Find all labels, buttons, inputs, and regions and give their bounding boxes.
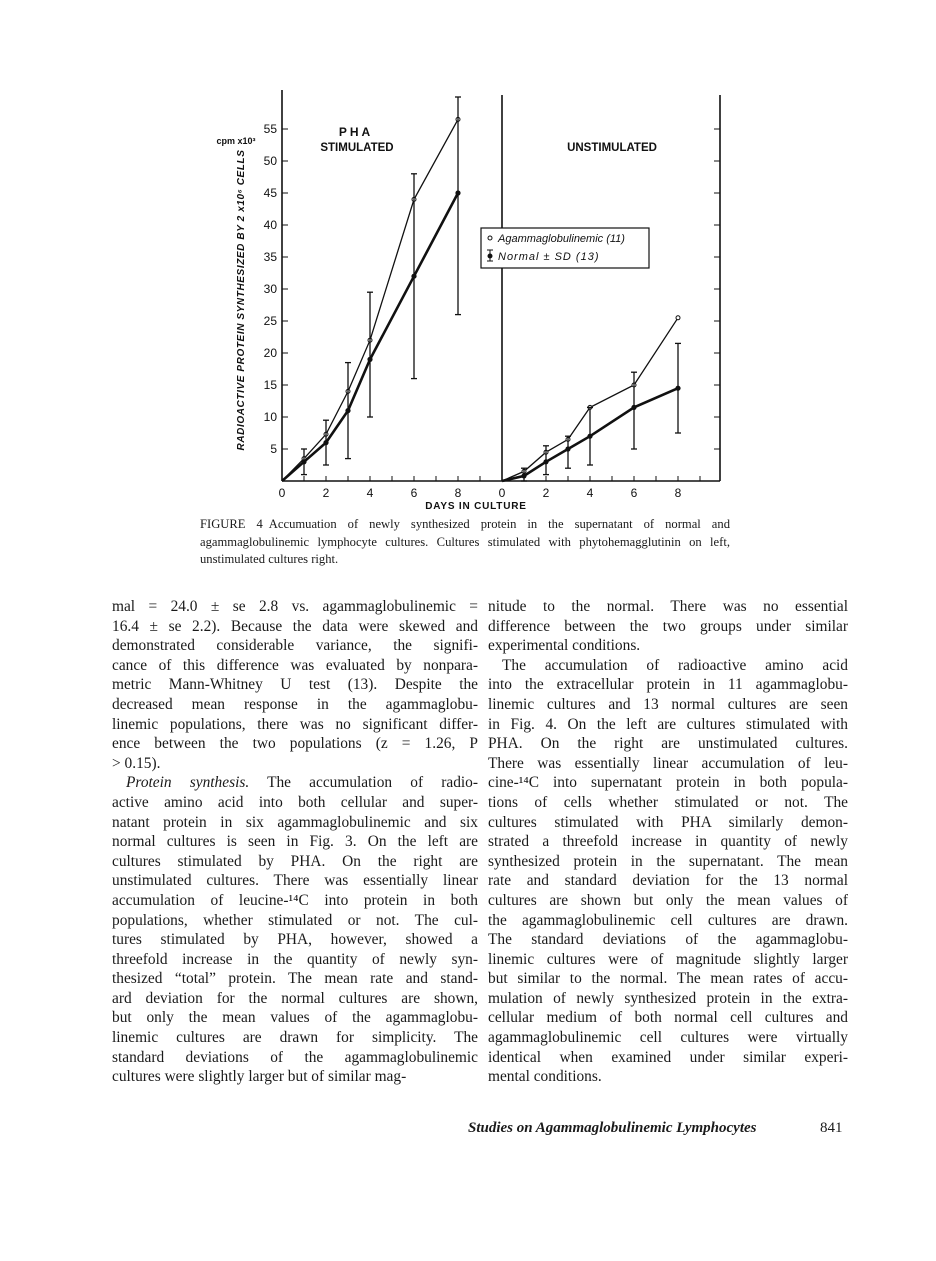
y-tick-label: 15 bbox=[263, 378, 277, 392]
normal-data-point bbox=[367, 357, 372, 362]
text-line: into the extracellular protein in 11 agammaglobu- bbox=[488, 676, 848, 694]
normal-data-point bbox=[345, 408, 350, 413]
figure-caption bbox=[200, 516, 730, 569]
normal-data-point bbox=[301, 459, 306, 464]
y-tick-label: 45 bbox=[263, 186, 277, 200]
panel-right-title: UNSTIMULATED bbox=[567, 142, 657, 154]
caption-label: FIGURE 4 bbox=[200, 517, 263, 531]
text-line: mental conditions. bbox=[488, 1068, 602, 1086]
text-line: 16.4 ± se 2.2). Because the data were skewed and bbox=[112, 617, 478, 635]
text-line: standard deviations of the agammaglobulinemic bbox=[112, 1048, 478, 1066]
y-tick-label: 40 bbox=[263, 218, 277, 232]
text-line: identical when examined under similar experi- bbox=[488, 1048, 848, 1066]
text-line: but similar to the normal. The mean rates of accu- bbox=[488, 970, 848, 988]
text-line: cultures were slightly larger but of similar mag- bbox=[112, 1068, 407, 1086]
text-line: thesized “total” protein. The mean rate and stand- bbox=[112, 970, 478, 988]
text-line: linemic populations, there was no significant differ- bbox=[112, 715, 478, 733]
text-line: > 0.15). bbox=[112, 754, 161, 772]
text-line: mal = 24.0 ± se 2.8 vs. agammaglobulinemic = bbox=[112, 598, 478, 615]
normal-data-point bbox=[455, 190, 460, 195]
y-tick-label: 55 bbox=[263, 122, 277, 136]
running-title: Studies on Agammaglobulinemic Lymphocytes bbox=[468, 1120, 757, 1136]
text-line: cultures are shown but only the mean values of bbox=[488, 891, 848, 909]
text-line: linemic cultures were of magnitude slightly larger bbox=[488, 950, 848, 968]
text-line: metric Mann-Whitney U test (13). Despite the bbox=[112, 676, 478, 694]
text-line: unstimulated cultures. There was essentially linear bbox=[112, 872, 478, 890]
x-tick-label: 8 bbox=[674, 486, 682, 500]
panel-left-title-2: STIMULATED bbox=[320, 142, 394, 154]
text-line: populations, whether stimulated or not. The cul- bbox=[112, 911, 478, 929]
text-line: There was essentially linear accumulation of leu- bbox=[488, 754, 848, 772]
text-line: ard deviation for the normal cultures are shown, bbox=[112, 989, 478, 1007]
text-line: PHA. On the right are unstimulated cultures. bbox=[488, 735, 848, 753]
text-line: Protein synthesis. The accumulation of radio- bbox=[126, 774, 478, 792]
text-line: tions of cells whether stimulated or not. The bbox=[488, 793, 848, 811]
text-line: active amino acid into both cellular and super- bbox=[112, 793, 478, 811]
figure-4-chart bbox=[0, 0, 936, 512]
text-line: rate and standard deviation for the 13 normal bbox=[488, 872, 848, 890]
text-line: cultures stimulated by PHA. On the right are bbox=[112, 852, 478, 870]
text-line: agammaglobulinemic cell cultures were virtually bbox=[488, 1029, 848, 1047]
panel-left-title-1: PHA bbox=[338, 125, 374, 139]
text-line: nitude to the normal. There was no essential bbox=[488, 598, 848, 615]
text-line: The standard deviations of the agammaglobu- bbox=[488, 931, 848, 949]
text-line: linemic cultures are drawn for simplicity. The bbox=[112, 1029, 478, 1047]
agammaglobulinemic-data-point bbox=[676, 316, 680, 320]
normal-data-point bbox=[521, 473, 526, 478]
text-line: natant protein in six agammaglobulinemic and six bbox=[112, 813, 478, 831]
y-unit-label: cpm x10³ bbox=[216, 136, 256, 146]
body-column-left bbox=[112, 597, 478, 1087]
text-line: cine-¹⁴C into supernatant protein in both popula- bbox=[488, 774, 848, 792]
y-tick-label: 50 bbox=[263, 154, 277, 168]
normal-data-point bbox=[323, 440, 328, 445]
text-line: strated a threefold increase in quantity of newly bbox=[488, 833, 848, 851]
x-axis-label: DAYS IN CULTURE bbox=[425, 501, 527, 512]
y-tick-label: 35 bbox=[263, 250, 277, 264]
y-axis-label: RADIOACTIVE PROTEIN SYNTHESIZED BY 2 x10⁶ CELLS bbox=[236, 149, 247, 451]
text-line: synthesized protein in the supernatant. The mean bbox=[488, 852, 848, 870]
y-tick-label: 25 bbox=[263, 314, 277, 328]
text-line: the agammaglobulinemic cell cultures are drawn. bbox=[488, 911, 848, 929]
text-line: difference between the two groups under similar bbox=[488, 617, 848, 635]
legend-open-circle-icon bbox=[488, 236, 492, 240]
text-line: linemic cultures and 13 normal cultures are seen bbox=[488, 695, 848, 713]
x-tick-label: 4 bbox=[366, 486, 374, 500]
x-tick-label: 6 bbox=[630, 486, 638, 500]
x-tick-label: 8 bbox=[454, 486, 462, 500]
run-in-heading: Protein synthesis. bbox=[126, 774, 250, 792]
text-line: accumulation of leucine-¹⁴C into protein in both bbox=[112, 891, 478, 909]
x-tick-label: 0 bbox=[278, 486, 286, 500]
text-line: ence between the two populations (z = 1.26, P bbox=[112, 735, 478, 753]
normal-data-point bbox=[587, 434, 592, 439]
normal-data-point bbox=[631, 405, 636, 410]
text-line: normal cultures is seen in Fig. 3. On the left are bbox=[112, 833, 478, 851]
body-column-right bbox=[488, 597, 848, 1087]
text-line: cance of this difference was evaluated by nonpara- bbox=[112, 656, 478, 674]
text-line: in Fig. 4. On the left are cultures stimulated with bbox=[488, 715, 848, 733]
text-line: The accumulation of radioactive amino acid bbox=[502, 656, 848, 674]
text-line: experimental conditions. bbox=[488, 637, 641, 655]
legend bbox=[481, 228, 649, 268]
x-tick-label: 6 bbox=[410, 486, 418, 500]
page-number: 841 bbox=[820, 1120, 843, 1136]
x-tick-label: 0 bbox=[498, 486, 506, 500]
normal-data-point bbox=[675, 386, 680, 391]
x-tick-label: 2 bbox=[542, 486, 550, 500]
text-line: cultures stimulated with PHA similarly demon- bbox=[488, 813, 848, 831]
normal-data-point bbox=[411, 274, 416, 279]
text-line: but only the mean values of the agammaglobu- bbox=[112, 1009, 478, 1027]
text-line: cellular medium of both normal cell cultures and bbox=[488, 1009, 848, 1027]
text-line: mulation of newly synthesized protein in the extra- bbox=[488, 989, 848, 1007]
legend-agammaglobulinemic: Agammaglobulinemic (11) bbox=[498, 233, 625, 245]
y-tick-label: 20 bbox=[263, 346, 277, 360]
y-tick-label: 5 bbox=[270, 442, 277, 456]
normal-data-point bbox=[543, 459, 548, 464]
x-tick-label: 2 bbox=[322, 486, 330, 500]
y-tick-label: 10 bbox=[263, 410, 277, 424]
caption-text: Accumuation of newly synthesized protein in the supernatant of normal and agammaglobulinemic lymphocyte cultures. Cultures stimulated with phytohemagglutinin on left, unstimulated cultures right. bbox=[200, 517, 730, 567]
x-tick-label: 4 bbox=[586, 486, 594, 500]
text-line: threefold increase in the quantity of newly syn- bbox=[112, 950, 478, 968]
text-line: demonstrated considerable variance, the signifi- bbox=[112, 637, 478, 655]
text-line: tures stimulated by PHA, however, showed a bbox=[112, 931, 478, 949]
text-line: decreased mean response in the agammaglobu- bbox=[112, 695, 478, 713]
y-tick-label: 30 bbox=[263, 282, 277, 296]
legend-normal: Normal ± SD (13) bbox=[498, 251, 600, 263]
normal-data-point bbox=[565, 446, 570, 451]
